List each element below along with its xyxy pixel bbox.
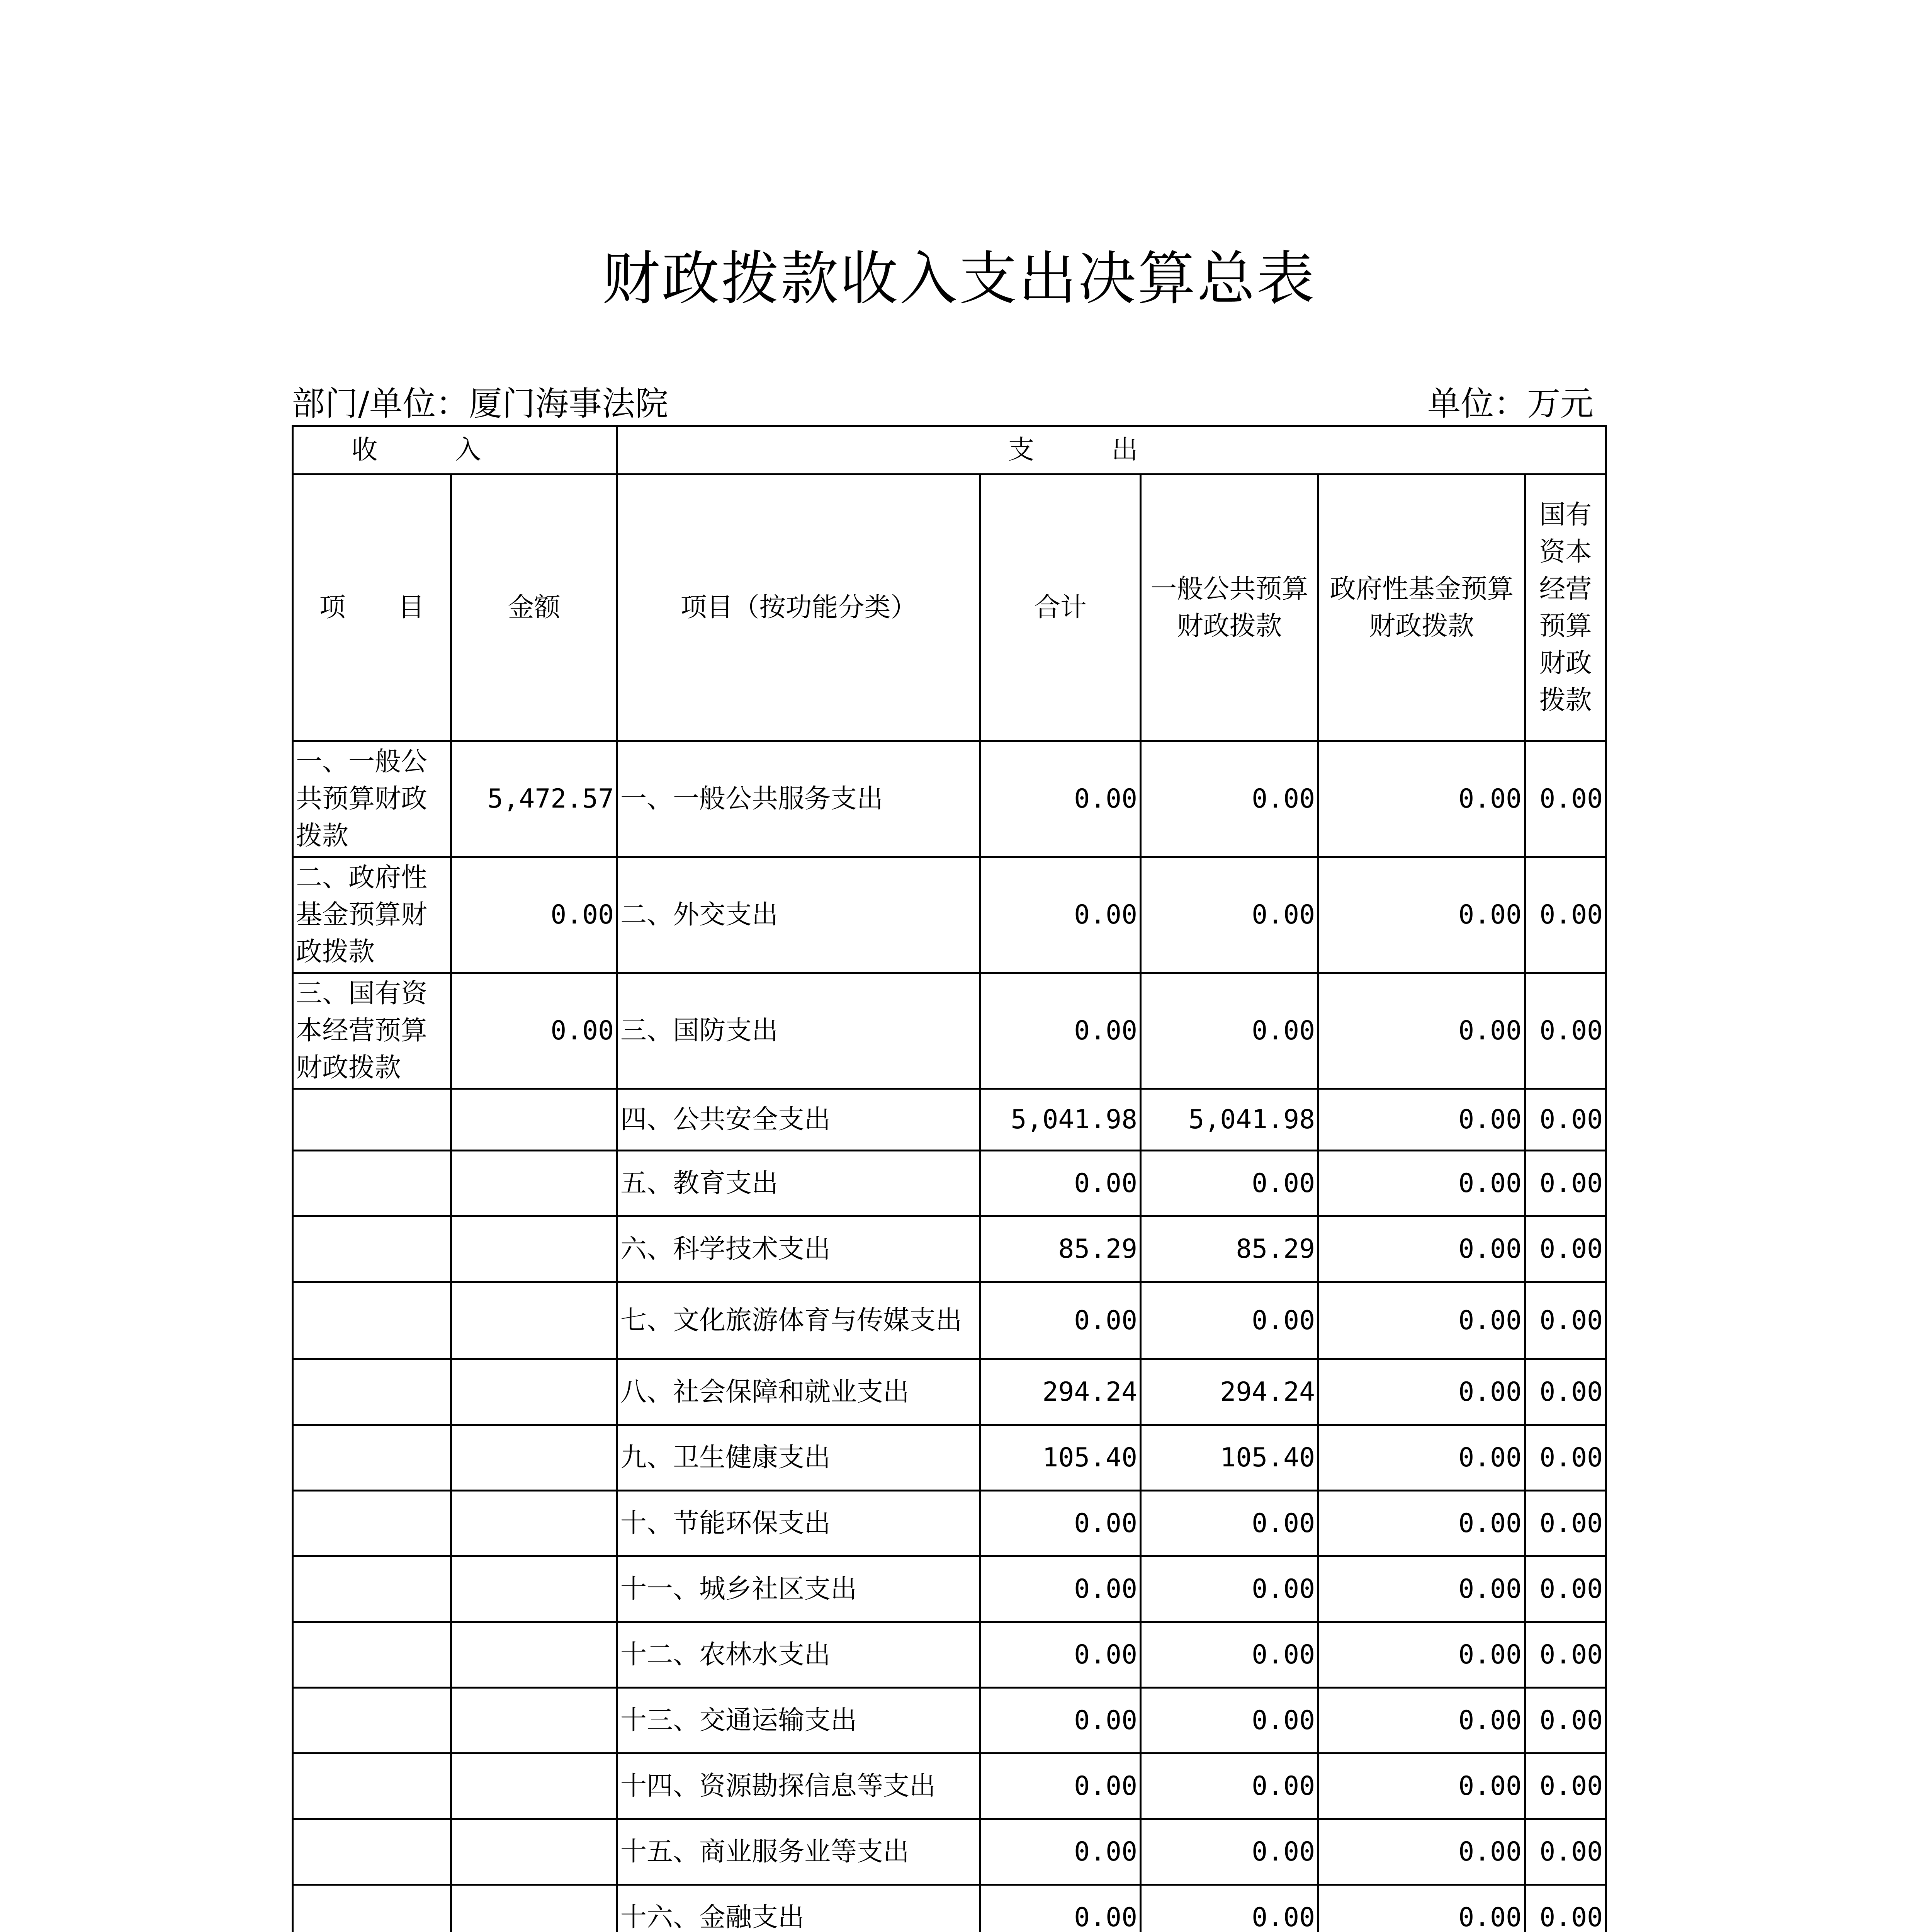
budget-table xyxy=(292,425,1607,1932)
general-budget-cell: 0.00 xyxy=(1141,1622,1318,1688)
total-cell: 0.00 xyxy=(980,1556,1141,1622)
table-row xyxy=(293,1688,1606,1753)
income-item-cell xyxy=(293,1753,451,1819)
general-budget-cell: 85.29 xyxy=(1141,1216,1318,1282)
total-cell: 0.00 xyxy=(980,741,1141,857)
state-capital-cell: 0.00 xyxy=(1525,1688,1606,1753)
section-header-row xyxy=(293,426,1606,474)
expense-item-cell: 十、节能环保支出 xyxy=(617,1491,980,1556)
total-cell: 0.00 xyxy=(980,857,1141,973)
total-cell: 0.00 xyxy=(980,1819,1141,1885)
table-row xyxy=(293,1359,1606,1425)
state-capital-cell: 0.00 xyxy=(1525,1425,1606,1491)
income-amount-cell: 0.00 xyxy=(451,973,617,1089)
table-row xyxy=(293,973,1606,1089)
table-row xyxy=(293,857,1606,973)
expense-item-cell: 九、卫生健康支出 xyxy=(617,1425,980,1491)
fund-budget-cell: 0.00 xyxy=(1318,1753,1525,1819)
state-capital-cell: 0.00 xyxy=(1525,1491,1606,1556)
department-label: 部门/单位：厦门海事法院 xyxy=(292,384,668,423)
total-cell: 0.00 xyxy=(980,1885,1141,1932)
total-cell: 0.00 xyxy=(980,1282,1141,1359)
general-budget-cell: 0.00 xyxy=(1141,1556,1318,1622)
total-cell: 0.00 xyxy=(980,1622,1141,1688)
total-cell: 0.00 xyxy=(980,1151,1141,1216)
total-cell: 0.00 xyxy=(980,973,1141,1089)
fund-budget-cell: 0.00 xyxy=(1318,1556,1525,1622)
state-capital-cell: 0.00 xyxy=(1525,1622,1606,1688)
income-amount-cell: 0.00 xyxy=(451,857,617,973)
general-budget-cell: 0.00 xyxy=(1141,1885,1318,1932)
total-cell: 105.40 xyxy=(980,1425,1141,1491)
state-capital-cell: 0.00 xyxy=(1525,857,1606,973)
expense-section-header: 支出 xyxy=(617,426,1606,474)
total-cell: 0.00 xyxy=(980,1688,1141,1753)
expense-item-cell: 十五、商业服务业等支出 xyxy=(617,1819,980,1885)
expense-item-cell: 八、社会保障和就业支出 xyxy=(617,1359,980,1425)
income-item-cell xyxy=(293,1425,451,1491)
income-amount-cell xyxy=(451,1151,617,1216)
general-budget-cell: 5,041.98 xyxy=(1141,1089,1318,1151)
fund-budget-cell: 0.00 xyxy=(1318,1216,1525,1282)
fund-budget-cell: 0.00 xyxy=(1318,1425,1525,1491)
fund-budget-cell: 0.00 xyxy=(1318,1282,1525,1359)
state-capital-cell: 0.00 xyxy=(1525,1216,1606,1282)
state-capital-cell: 0.00 xyxy=(1525,1885,1606,1932)
expense-item-cell: 五、教育支出 xyxy=(617,1151,980,1216)
income-amount-cell xyxy=(451,1688,617,1753)
fund-budget-cell: 0.00 xyxy=(1318,1491,1525,1556)
income-item-cell xyxy=(293,1359,451,1425)
total-cell: 0.00 xyxy=(980,1491,1141,1556)
state-capital-header: 国有资本经营预算财政拨款 xyxy=(1525,474,1606,741)
income-item-cell xyxy=(293,1556,451,1622)
income-item-cell xyxy=(293,1885,451,1932)
table-row xyxy=(293,1216,1606,1282)
table-row xyxy=(293,741,1606,857)
income-amount-cell xyxy=(451,1425,617,1491)
fund-budget-cell: 0.00 xyxy=(1318,1359,1525,1425)
expense-item-cell: 三、国防支出 xyxy=(617,973,980,1089)
total-cell: 0.00 xyxy=(980,1753,1141,1819)
expense-item-cell: 六、科学技术支出 xyxy=(617,1216,980,1282)
total-cell: 294.24 xyxy=(980,1359,1141,1425)
income-item-cell: 二、政府性基金预算财政拨款 xyxy=(293,857,451,973)
general-budget-cell: 0.00 xyxy=(1141,1151,1318,1216)
income-amount-cell: 5,472.57 xyxy=(451,741,617,857)
income-amount-cell xyxy=(451,1556,617,1622)
expense-item-cell: 十四、资源勘探信息等支出 xyxy=(617,1753,980,1819)
expense-item-cell: 四、公共安全支出 xyxy=(617,1089,980,1151)
state-capital-cell: 0.00 xyxy=(1525,1556,1606,1622)
expense-item-cell: 十三、交通运输支出 xyxy=(617,1688,980,1753)
general-budget-cell: 0.00 xyxy=(1141,1819,1318,1885)
table-row xyxy=(293,1282,1606,1359)
total-cell: 85.29 xyxy=(980,1216,1141,1282)
income-item-cell: 一、一般公共预算财政拨款 xyxy=(293,741,451,857)
general-budget-header: 一般公共预算财政拨款 xyxy=(1141,474,1318,741)
income-item-cell xyxy=(293,1491,451,1556)
income-item-cell xyxy=(293,1216,451,1282)
income-amount-cell xyxy=(451,1282,617,1359)
state-capital-cell: 0.00 xyxy=(1525,1282,1606,1359)
state-capital-cell: 0.00 xyxy=(1525,1753,1606,1819)
state-capital-cell: 0.00 xyxy=(1525,1819,1606,1885)
income-amount-cell xyxy=(451,1753,617,1819)
expense-item-cell: 十一、城乡社区支出 xyxy=(617,1556,980,1622)
income-item-cell xyxy=(293,1622,451,1688)
general-budget-cell: 294.24 xyxy=(1141,1359,1318,1425)
income-amount-cell xyxy=(451,1359,617,1425)
expense-item-header: 项目（按功能分类） xyxy=(617,474,980,741)
column-header-row xyxy=(293,474,1606,741)
expense-item-cell: 七、文化旅游体育与传媒支出 xyxy=(617,1282,980,1359)
general-budget-cell: 0.00 xyxy=(1141,1753,1318,1819)
state-capital-cell: 0.00 xyxy=(1525,1151,1606,1216)
income-item-cell: 三、国有资本经营预算财政拨款 xyxy=(293,973,451,1089)
table-row xyxy=(293,1425,1606,1491)
table-row xyxy=(293,1622,1606,1688)
fund-budget-cell: 0.00 xyxy=(1318,1819,1525,1885)
expense-item-cell: 一、一般公共服务支出 xyxy=(617,741,980,857)
income-section-header: 收入 xyxy=(293,426,617,474)
table-row xyxy=(293,1753,1606,1819)
general-budget-cell: 0.00 xyxy=(1141,741,1318,857)
table-row xyxy=(293,1151,1606,1216)
fund-budget-cell: 0.00 xyxy=(1318,1688,1525,1753)
expense-item-cell: 十二、农林水支出 xyxy=(617,1622,980,1688)
income-amount-cell xyxy=(451,1216,617,1282)
general-budget-cell: 0.00 xyxy=(1141,1688,1318,1753)
income-amount-cell xyxy=(451,1622,617,1688)
total-cell: 5,041.98 xyxy=(980,1089,1141,1151)
table-row xyxy=(293,1556,1606,1622)
state-capital-cell: 0.00 xyxy=(1525,741,1606,857)
income-amount-cell xyxy=(451,1885,617,1932)
general-budget-cell: 0.00 xyxy=(1141,973,1318,1089)
general-budget-cell: 0.00 xyxy=(1141,1282,1318,1359)
unit-label: 单位：万元 xyxy=(1427,384,1594,423)
fund-budget-cell: 0.00 xyxy=(1318,1885,1525,1932)
income-amount-cell xyxy=(451,1491,617,1556)
income-item-cell xyxy=(293,1282,451,1359)
income-item-cell xyxy=(293,1151,451,1216)
fund-budget-cell: 0.00 xyxy=(1318,1151,1525,1216)
expense-item-cell: 二、外交支出 xyxy=(617,857,980,973)
fund-budget-cell: 0.00 xyxy=(1318,857,1525,973)
income-amount-cell xyxy=(451,1089,617,1151)
income-item-cell xyxy=(293,1819,451,1885)
table-row xyxy=(293,1089,1606,1151)
fund-budget-header: 政府性基金预算财政拨款 xyxy=(1318,474,1525,741)
fund-budget-cell: 0.00 xyxy=(1318,973,1525,1089)
income-amount-cell xyxy=(451,1819,617,1885)
table-row xyxy=(293,1885,1606,1932)
fund-budget-cell: 0.00 xyxy=(1318,1089,1525,1151)
state-capital-cell: 0.00 xyxy=(1525,1089,1606,1151)
income-item-header: 项 目 xyxy=(293,474,451,741)
state-capital-cell: 0.00 xyxy=(1525,973,1606,1089)
fund-budget-cell: 0.00 xyxy=(1318,1622,1525,1688)
general-budget-cell: 105.40 xyxy=(1141,1425,1318,1491)
table-row xyxy=(293,1491,1606,1556)
fund-budget-cell: 0.00 xyxy=(1318,741,1525,857)
total-header: 合计 xyxy=(980,474,1141,741)
table-row xyxy=(293,1819,1606,1885)
page-title: 财政拨款收入支出决算总表 xyxy=(602,245,1316,313)
general-budget-cell: 0.00 xyxy=(1141,1491,1318,1556)
state-capital-cell: 0.00 xyxy=(1525,1359,1606,1425)
expense-item-cell: 十六、金融支出 xyxy=(617,1885,980,1932)
income-item-cell xyxy=(293,1089,451,1151)
income-item-cell xyxy=(293,1688,451,1753)
income-amount-header: 金额 xyxy=(451,474,617,741)
general-budget-cell: 0.00 xyxy=(1141,857,1318,973)
